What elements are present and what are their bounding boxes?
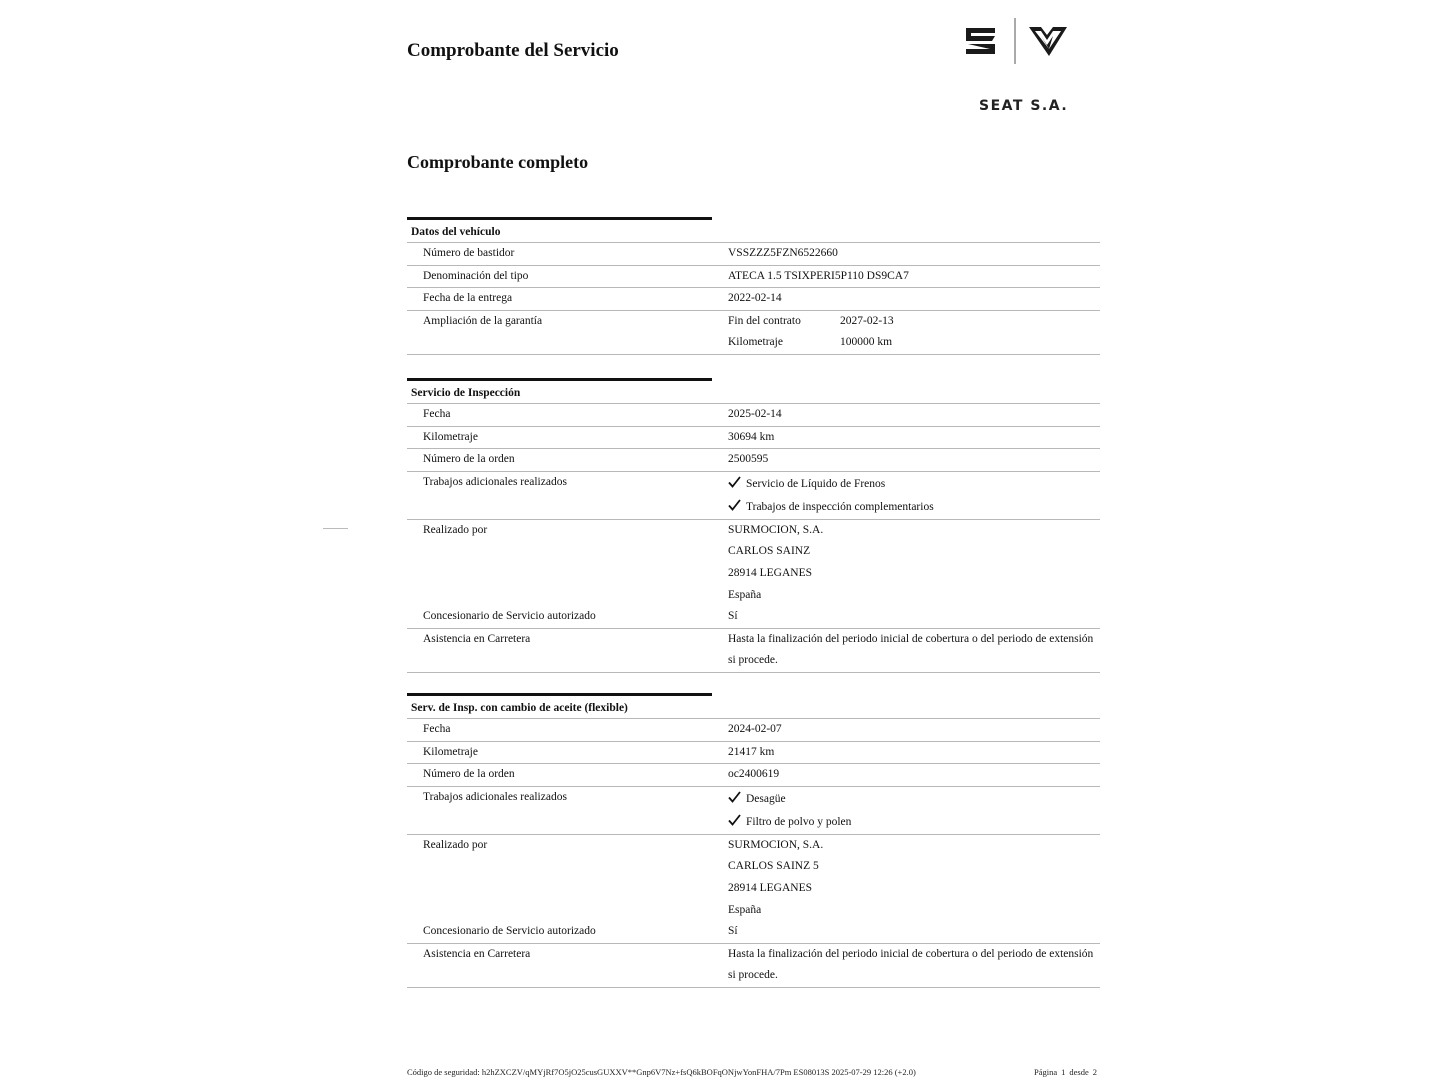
address-line: CARLOS SAINZ — [728, 545, 811, 558]
address-line: 28914 LEGANES — [728, 566, 813, 579]
scan-mark — [323, 528, 348, 529]
section-heading: Serv. de Insp. con cambio de aceite (flexible) — [407, 696, 1100, 719]
checkmark-icon — [728, 791, 741, 803]
performed-by-row — [407, 835, 1100, 944]
document-page — [407, 0, 1100, 1080]
page-number: 1 — [1061, 1067, 1066, 1077]
row-label: Denominación del tipo — [423, 269, 529, 282]
extra-work-row — [407, 472, 1100, 520]
roadside-text: si procede. — [728, 969, 778, 982]
brand-name: SEAT S.A. — [979, 98, 1069, 114]
roadside-row — [407, 944, 1100, 988]
roadside-text: Hasta la finalización del periodo inicial de cobertura o del periodo de extensión — [728, 947, 1094, 960]
extra-work-text: Filtro de polvo y polen — [746, 816, 852, 829]
warranty-km — [728, 332, 1100, 354]
dealer-line — [423, 921, 1100, 943]
date-value: 2025-02-14 — [728, 408, 782, 420]
row-label: Número de la orden — [423, 453, 515, 466]
extra-work-text: Trabajos de inspección complementarios — [746, 501, 934, 514]
warranty-km-value: 100000 km — [840, 336, 893, 349]
document-subtitle: Comprobante completo — [407, 152, 589, 172]
roadside-text: Hasta la finalización del periodo inicial de cobertura o del periodo de extensión — [728, 632, 1094, 645]
brand-logos — [963, 18, 1075, 68]
warranty-end-value: 2027-02-13 — [840, 314, 894, 327]
roadside-text: si procede. — [728, 654, 778, 667]
row-label: Número de bastidor — [423, 247, 515, 259]
page-total: 2 — [1092, 1067, 1097, 1077]
row-label: Realizado por — [423, 523, 488, 536]
dealer-value: Sí — [728, 610, 738, 623]
oil-service-section — [407, 693, 1100, 988]
km-row — [407, 742, 1100, 765]
row-label: Número de la orden — [423, 768, 515, 781]
address-line: SURMOCION, S.A. — [728, 523, 824, 536]
page-word: Página — [1034, 1067, 1058, 1077]
row-label: Fecha de la entrega — [423, 292, 513, 305]
km-row — [407, 427, 1100, 450]
dealer-value: Sí — [728, 925, 738, 938]
warranty-row — [407, 311, 1100, 355]
page-indicator — [1030, 1067, 1097, 1077]
row-label: Fecha — [423, 723, 451, 735]
address-line: 28914 LEGANES — [728, 881, 813, 894]
extra-work-text: Servicio de Líquido de Frenos — [746, 477, 886, 490]
roadside-row — [407, 629, 1100, 673]
extra-work-item — [728, 787, 1100, 811]
delivery-row — [407, 288, 1100, 311]
extra-work-item — [728, 472, 1100, 496]
row-label: Fecha — [423, 408, 451, 420]
row-label: Trabajos adicionales realizados — [423, 475, 567, 488]
type-row — [407, 266, 1100, 289]
seat-logo-icon — [966, 28, 995, 54]
vehicle-data-section — [407, 217, 1100, 355]
order-row — [407, 764, 1100, 787]
km-value: 21417 km — [728, 745, 775, 758]
row-label: Asistencia en Carretera — [423, 947, 531, 960]
address-line: España — [728, 588, 762, 601]
checkmark-icon — [728, 814, 741, 826]
row-label: Realizado por — [423, 838, 488, 851]
dealer-line — [423, 606, 1100, 628]
checkmark-icon — [728, 499, 741, 511]
address-line: España — [728, 903, 762, 916]
dealer-label: Concesionario de Servicio autorizado — [423, 925, 596, 938]
vin-value: VSSZZZ5FZN6522660 — [728, 247, 838, 259]
date-value: 2024-02-07 — [728, 723, 782, 735]
page-of-word: desde — [1069, 1067, 1089, 1077]
warranty-end-label: Fin del contrato — [728, 314, 801, 327]
performed-by-row — [407, 520, 1100, 629]
extra-work-row — [407, 787, 1100, 835]
warranty-end — [728, 311, 1100, 333]
date-row — [407, 719, 1100, 742]
row-label: Trabajos adicionales realizados — [423, 790, 567, 803]
delivery-value: 2022-02-14 — [728, 292, 782, 305]
section-heading: Datos del vehículo — [407, 220, 1100, 243]
brand-block — [963, 18, 1075, 114]
km-value: 30694 km — [728, 430, 775, 443]
extra-work-text: Desagüe — [746, 792, 786, 805]
extra-work-item — [728, 810, 1100, 834]
vin-row — [407, 243, 1100, 266]
document-footer — [407, 1067, 1097, 1077]
extra-work-item — [728, 495, 1100, 519]
row-label: Asistencia en Carretera — [423, 632, 531, 645]
security-code: Código de seguridad: h2hZXCZV/qMYjRf7O5jO25cusGUXXV**Gnp6V7Nz+fsQ6kBOFqONjwYonFHA/7Pm ES08013S 2025-07-29 12:26 (+2.0) — [407, 1067, 916, 1077]
row-label: Kilometraje — [423, 430, 478, 443]
address-line: SURMOCION, S.A. — [728, 838, 824, 851]
row-label: Ampliación de la garantía — [423, 314, 543, 327]
document-title: Comprobante del Servicio — [407, 40, 619, 61]
order-value: 2500595 — [728, 453, 769, 466]
inspection-section — [407, 378, 1100, 673]
order-value: oc2400619 — [728, 768, 780, 781]
order-row — [407, 449, 1100, 472]
dealer-label: Concesionario de Servicio autorizado — [423, 610, 596, 623]
address-line: CARLOS SAINZ 5 — [728, 860, 819, 873]
date-row — [407, 404, 1100, 427]
warranty-km-label: Kilometraje — [728, 336, 783, 349]
row-label: Kilometraje — [423, 745, 478, 758]
checkmark-icon — [728, 476, 741, 488]
type-value: ATECA 1.5 TSIXPERI5P110 DS9CA7 — [728, 269, 909, 282]
section-heading: Servicio de Inspección — [407, 381, 1100, 404]
cupra-logo-icon — [1029, 27, 1067, 56]
